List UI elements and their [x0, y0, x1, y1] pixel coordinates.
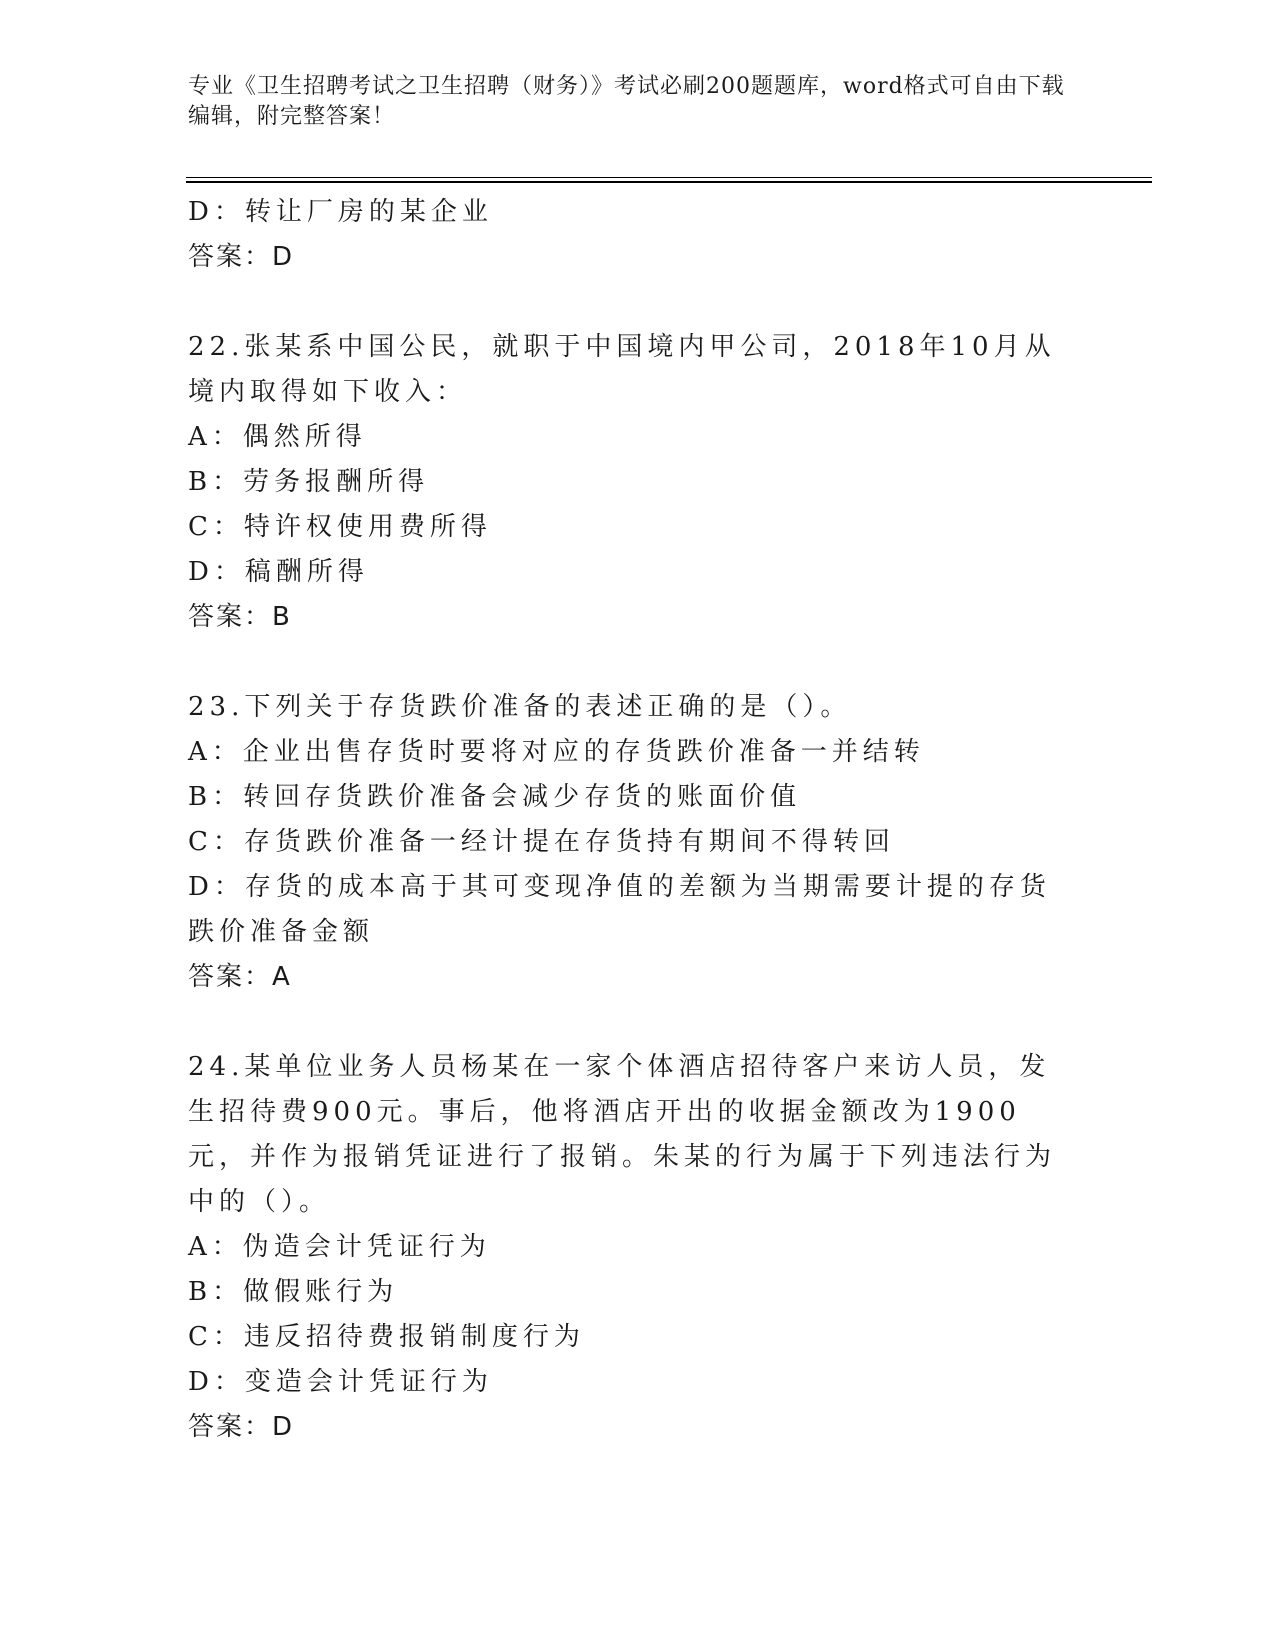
previous-question-tail	[188, 190, 1078, 280]
spacer	[188, 640, 1078, 685]
answer-line: 答案：A	[188, 962, 292, 992]
question-24	[188, 1045, 1078, 1450]
question-stem: 22.张某系中国公民，就职于中国境内甲公司，2018年10月从境内取得如下收入：	[188, 332, 1056, 407]
header-rule-thick	[186, 181, 1152, 183]
option-c: C：特许权使用费所得	[188, 512, 492, 542]
option-b: B：做假账行为	[188, 1277, 399, 1307]
option-d: D：存货的成本高于其可变现净值的差额为当期需要计提的存货跌价准备金额	[188, 872, 1051, 947]
option-a: A：偶然所得	[188, 422, 367, 452]
option-d: D：变造会计凭证行为	[188, 1367, 493, 1397]
answer-line: 答案：B	[188, 602, 292, 632]
option-d: D：稿酬所得	[188, 557, 369, 587]
option-a: A：企业出售存货时要将对应的存货跌价准备一并结转	[188, 737, 925, 767]
answer-line: 答案：D	[188, 1412, 295, 1442]
option-a: A：伪造会计凭证行为	[188, 1232, 491, 1262]
question-22	[188, 325, 1078, 640]
question-stem: 24.某单位业务人员杨某在一家个体酒店招待客户来访人员，发生招待费900元。事后，他将酒店开出的收据金额改为1900元，并作为报销凭证进行了报销。朱某的行为属于下列违法行为中的（）。	[188, 1052, 1057, 1217]
spacer	[188, 1000, 1078, 1045]
option-c: C：存货跌价准备一经计提在存货持有期间不得转回	[188, 827, 895, 857]
option-c: C：违反招待费报销制度行为	[188, 1322, 585, 1352]
option-b: B：劳务报酬所得	[188, 467, 430, 497]
option-b: B：转回存货跌价准备会减少存货的账面价值	[188, 782, 802, 812]
question-stem: 23.下列关于存货跌价准备的表述正确的是（）。	[188, 692, 852, 722]
spacer	[188, 280, 1078, 325]
document-header: 专业《卫生招聘考试之卫生招聘（财务）》考试必刷200题题库，word格式可自由下载编辑，附完整答案！	[188, 74, 1065, 129]
option-d: D：转让厂房的某企业	[188, 197, 493, 227]
question-list	[188, 190, 1078, 1450]
question-23	[188, 685, 1078, 1000]
answer-line: 答案：D	[188, 242, 295, 272]
header-rule-thin	[186, 177, 1152, 178]
